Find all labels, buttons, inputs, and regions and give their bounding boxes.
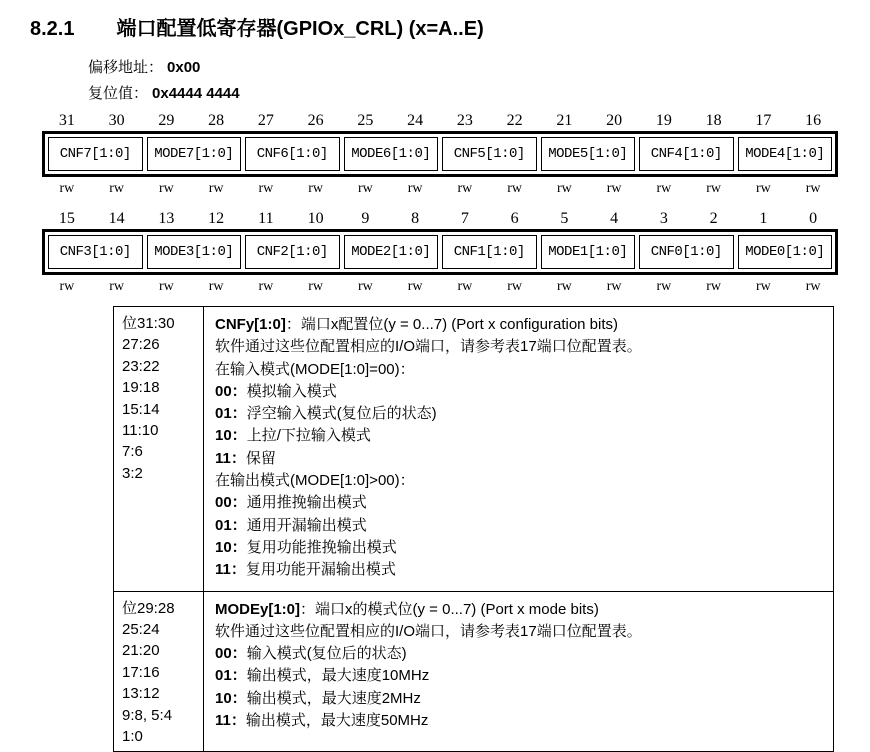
register-row-high: [42, 110, 838, 201]
description-line: [215, 559, 823, 581]
bit-number: 21: [556, 112, 573, 129]
bit-range-line: 位29:28: [122, 599, 175, 617]
bit-number: 29: [158, 112, 175, 129]
bit-range-line: 3:2: [122, 464, 143, 482]
description-bold-prefix: 10：: [215, 427, 247, 445]
description-bold-prefix: 01：: [215, 516, 247, 534]
bit-number: 25: [357, 112, 374, 129]
description-bold-prefix: 00：: [215, 494, 247, 512]
bit-field-cells: [42, 229, 838, 275]
description-line: [215, 314, 823, 336]
description-bold-prefix: MODEy[1:0]: [215, 600, 301, 618]
access-type: rw: [258, 181, 274, 196]
access-type: rw: [158, 279, 174, 294]
description-bold-prefix: 01：: [215, 667, 247, 685]
description-text: 软件通过这些位配置相应的I/O端口，请参考表17端口位配置表。: [215, 622, 642, 640]
access-type: rw: [606, 279, 622, 294]
description-line: [215, 599, 823, 621]
description-text: 在输出模式(MODE[1:0]>00)：: [215, 472, 415, 490]
description-bold-prefix: 11：: [215, 449, 246, 467]
access-type-row: [42, 275, 838, 299]
bit-range-line: 7:6: [122, 443, 143, 461]
description-line: [215, 403, 823, 425]
bit-field-cell: CNF1[1:0]: [442, 235, 537, 269]
access-type: rw: [656, 181, 672, 196]
description-text: ：端口x配置位(y = 0...7) (Port x configuration bits): [285, 316, 619, 333]
description-cell: [204, 307, 834, 592]
bit-number: 7: [460, 210, 469, 227]
description-line: [215, 425, 823, 447]
bit-number: 27: [257, 112, 274, 129]
description-line: [215, 448, 823, 470]
bit-number: 0: [809, 210, 818, 227]
register-row-low: [42, 208, 838, 299]
description-line: [215, 515, 823, 537]
access-type: rw: [507, 181, 523, 196]
bit-field-cell: CNF6[1:0]: [245, 137, 340, 171]
bit-number: 8: [411, 210, 420, 227]
register-meta: [88, 55, 870, 107]
offset-address-label: 偏移地址：: [88, 59, 164, 76]
description-line: [215, 470, 823, 492]
description-line: [215, 492, 823, 514]
bit-number: 22: [506, 112, 523, 129]
bit-field-cell: MODE1[1:0]: [541, 235, 636, 269]
bit-number: 24: [407, 112, 424, 129]
access-type: rw: [755, 279, 771, 294]
description-bold-prefix: 00：: [215, 645, 247, 663]
bit-field-cell: CNF3[1:0]: [48, 235, 143, 269]
access-type: rw: [208, 279, 224, 294]
description-text: ：端口x的模式位(y = 0...7) (Port x mode bits): [300, 600, 599, 618]
bit-number: 30: [108, 112, 125, 129]
bit-field-cell: MODE6[1:0]: [344, 137, 439, 171]
bit-field-cells: [42, 131, 838, 177]
access-type: rw: [706, 181, 722, 196]
table-row: [114, 307, 834, 592]
description-bold-prefix: 11：: [215, 712, 246, 730]
access-type: rw: [457, 279, 473, 294]
access-type: rw: [755, 181, 771, 196]
bit-number: 11: [258, 210, 274, 227]
access-type: rw: [158, 181, 174, 196]
bit-range-line: 1:0: [122, 728, 143, 745]
bit-range-cell: [114, 307, 204, 592]
description-text: 在输入模式(MODE[1:0]=00)：: [215, 360, 415, 378]
bit-number: 14: [108, 210, 125, 227]
access-type: rw: [59, 279, 75, 294]
description-text: 上拉/下拉输入模式: [246, 427, 371, 445]
access-type: rw: [656, 279, 672, 294]
description-text: 输入模式(复位后的状态): [246, 645, 407, 663]
description-bold-prefix: 00：: [215, 382, 247, 400]
access-type: rw: [606, 181, 622, 196]
access-type: rw: [208, 181, 224, 196]
access-type: rw: [507, 279, 523, 294]
access-type: rw: [109, 181, 125, 196]
section-number: 8.2.1: [30, 18, 75, 40]
bit-range-line: 位31:30: [122, 315, 175, 332]
bit-field-cell: MODE2[1:0]: [344, 235, 439, 269]
bit-range-line: 11:10: [122, 422, 159, 440]
bit-range-line: 13:12: [122, 685, 160, 703]
bit-range-cell: [114, 591, 204, 752]
description-text: 输出模式，最大速度2MHz: [246, 689, 421, 707]
description-text: 输出模式，最大速度10MHz: [246, 667, 430, 685]
description-line: [215, 381, 823, 403]
section-title: [0, 0, 870, 41]
bit-number: 3: [659, 210, 668, 227]
bit-numbers-row: [42, 208, 838, 229]
description-bold-prefix: 10：: [215, 538, 247, 556]
description-line: [215, 621, 823, 643]
bit-number: 10: [307, 210, 324, 227]
access-type: rw: [805, 279, 821, 294]
bit-range-line: 9:8, 5:4: [122, 706, 173, 724]
description-text: 复用功能开漏输出模式: [245, 561, 396, 579]
description-text: 软件通过这些位配置相应的I/O端口，请参考表17端口位配置表。: [215, 338, 642, 356]
description-bold-prefix: 01：: [215, 405, 247, 423]
description-text: 保留: [245, 449, 276, 467]
table-row: [114, 591, 834, 752]
bit-range-line: 23:22: [122, 357, 160, 375]
bit-description-table-body: [114, 307, 834, 752]
offset-address-line: [88, 55, 870, 81]
description-text: 浮空输入模式(复位后的状态): [246, 405, 437, 423]
bit-field-cell: CNF5[1:0]: [442, 137, 537, 171]
bit-field-cell: MODE4[1:0]: [738, 137, 833, 171]
bit-number: 18: [705, 112, 722, 129]
description-line: [215, 688, 823, 710]
description-bold-prefix: CNFy[1:0]: [215, 316, 286, 333]
reset-value-value: 0x4444 4444: [152, 85, 240, 102]
register-diagram: [42, 110, 838, 299]
access-type: rw: [407, 279, 423, 294]
access-type-row: [42, 177, 838, 201]
description-line: [215, 665, 823, 687]
bit-field-cell: CNF7[1:0]: [48, 137, 143, 171]
description-text: 模拟输入模式: [246, 382, 337, 400]
bit-number: 31: [58, 112, 75, 129]
bit-numbers-row: [42, 110, 838, 131]
bit-range-line: 21:20: [122, 642, 160, 660]
bit-number: 1: [759, 210, 768, 227]
bit-range-line: 27:26: [122, 336, 160, 354]
bit-number: 12: [208, 210, 225, 227]
access-type: rw: [109, 279, 125, 294]
bit-number: 28: [208, 112, 225, 129]
bit-number: 16: [805, 112, 822, 129]
description-text: 通用开漏输出模式: [246, 516, 367, 534]
bit-range-line: 15:14: [122, 400, 160, 418]
page-title: 端口配置低寄存器(GPIOx_CRL) (x=A..E): [116, 18, 484, 40]
access-type: rw: [308, 279, 324, 294]
bit-number: 26: [307, 112, 324, 129]
access-type: rw: [357, 181, 373, 196]
access-type: rw: [258, 279, 274, 294]
bit-number: 15: [58, 210, 75, 227]
bit-field-cell: CNF2[1:0]: [245, 235, 340, 269]
reset-value-line: [88, 81, 870, 107]
bit-number: 9: [361, 210, 370, 227]
access-type: rw: [357, 279, 373, 294]
description-line: [215, 710, 823, 732]
description-cell: [204, 591, 834, 752]
bit-number: 19: [655, 112, 672, 129]
bit-number: 4: [610, 210, 619, 227]
bit-range-line: 19:18: [122, 379, 160, 397]
bit-number: 23: [456, 112, 473, 129]
description-bold-prefix: 11：: [215, 561, 246, 579]
access-type: rw: [556, 279, 572, 294]
bit-field-cell: CNF0[1:0]: [639, 235, 734, 269]
description-line: [215, 336, 823, 358]
access-type: rw: [59, 181, 75, 196]
bit-field-cell: MODE7[1:0]: [147, 137, 242, 171]
bit-field-cell: MODE0[1:0]: [738, 235, 833, 269]
reset-value-label: 复位值：: [88, 85, 149, 102]
access-type: rw: [706, 279, 722, 294]
description-text: 输出模式，最大速度50MHz: [245, 712, 429, 730]
bit-range-line: 25:24: [122, 620, 160, 638]
description-line: [215, 643, 823, 665]
bit-field-cell: MODE3[1:0]: [147, 235, 242, 269]
bit-range-line: 17:16: [122, 663, 160, 681]
bit-number: 6: [510, 210, 519, 227]
access-type: rw: [457, 181, 473, 196]
bit-description-table: [113, 306, 834, 752]
access-type: rw: [407, 181, 423, 196]
access-type: rw: [805, 181, 821, 196]
access-type: rw: [308, 181, 324, 196]
bit-field-cell: MODE5[1:0]: [541, 137, 636, 171]
description-text: 通用推挽输出模式: [246, 494, 367, 512]
description-line: [215, 537, 823, 559]
bit-number: 13: [158, 210, 175, 227]
bit-number: 17: [755, 112, 772, 129]
offset-address-value: 0x00: [167, 59, 201, 76]
description-text: 复用功能推挽输出模式: [246, 538, 397, 556]
description-line: [215, 359, 823, 381]
bit-number: 20: [606, 112, 623, 129]
access-type: rw: [556, 181, 572, 196]
description-bold-prefix: 10：: [215, 689, 247, 707]
bit-number: 2: [709, 210, 718, 227]
bit-number: 5: [560, 210, 569, 227]
bit-field-cell: CNF4[1:0]: [639, 137, 734, 171]
